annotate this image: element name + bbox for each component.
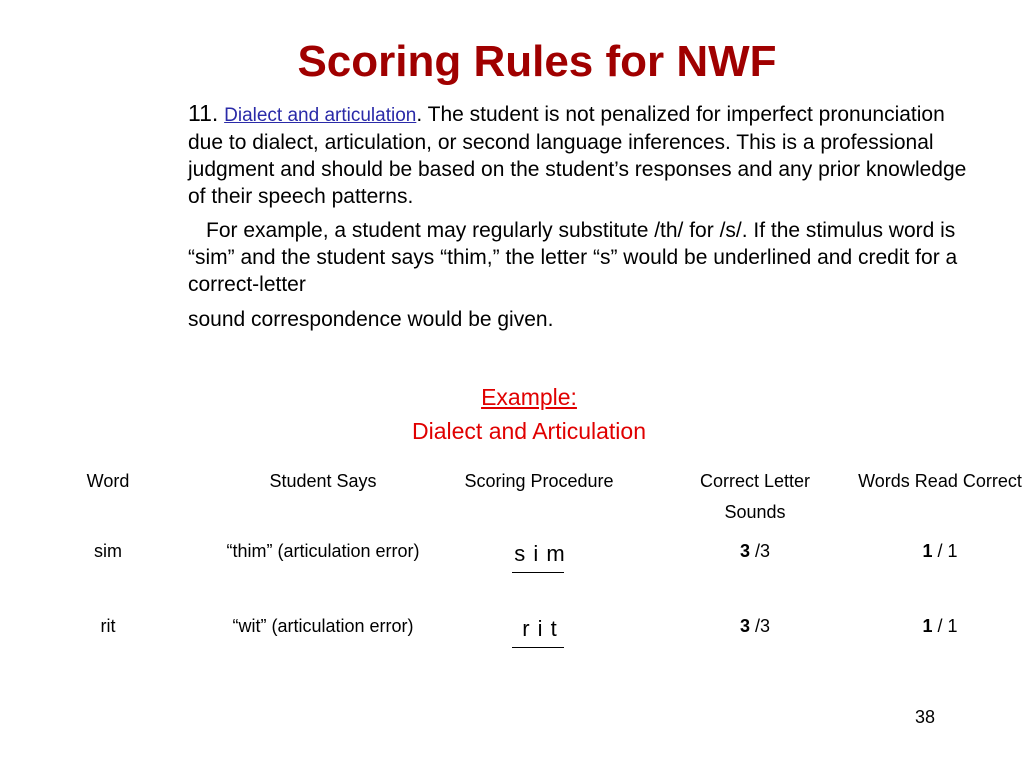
header-cls-line2: Sounds bbox=[724, 502, 786, 522]
table-row-1-wrc-bold: 1 bbox=[922, 541, 933, 561]
header-words-read-correct: Words Read Correct bbox=[858, 471, 1022, 491]
rule-text: . The student is not penalized for imperfect pronunciation due to dialect, articulation, or second language inferences. This is a professional judgment and should be based on the student’s responses and any prior knowledge of their speech patterns. bbox=[188, 103, 967, 208]
table-row-2-wrc-bold: 1 bbox=[922, 616, 933, 636]
table-row-2-underline bbox=[512, 647, 564, 648]
table-row-2-cls-rest: /3 bbox=[750, 616, 771, 636]
header-cls-line1: Correct Letter bbox=[699, 471, 811, 491]
header-scoring-procedure: Scoring Procedure bbox=[464, 471, 614, 491]
slide-title: Scoring Rules for NWF bbox=[297, 37, 777, 86]
rule-term-link[interactable]: Dialect and articulation bbox=[224, 105, 417, 126]
table-row-2-wrc bbox=[858, 613, 1022, 640]
example-paragraph: For example, a student may regularly substitute /th/ for /s/. If the stimulus word is “sim” and the student says “thim,” the letter “s” would be underlined and credit for a correct-letter bbox=[188, 219, 958, 296]
table-row-1-word: sim bbox=[94, 541, 122, 561]
table-row-1-cls bbox=[660, 538, 850, 565]
table-row-2-student-says: “wit” (articulation error) bbox=[232, 616, 414, 636]
rule-body bbox=[188, 100, 978, 333]
table-row-1-scoring: s i m bbox=[514, 541, 566, 566]
page-number: 38 bbox=[914, 707, 936, 727]
rule-number: 11. bbox=[188, 100, 219, 126]
table-row-1-student-says: “thim” (articulation error) bbox=[226, 541, 420, 561]
table-row-1-underline bbox=[512, 572, 564, 573]
table-row-1-cls-bold: 3 bbox=[739, 541, 750, 561]
table-row-2-cls-bold: 3 bbox=[739, 616, 750, 636]
header-correct-letter-sounds bbox=[660, 468, 850, 526]
header-student-says: Student Says bbox=[269, 471, 377, 491]
table-row-1-wrc-rest: / 1 bbox=[932, 541, 958, 561]
example-label: Example: bbox=[481, 384, 577, 410]
example-paragraph-end: sound correspondence would be given. bbox=[188, 308, 554, 331]
table-row-1-wrc bbox=[858, 538, 1022, 565]
header-word: Word bbox=[86, 471, 130, 491]
table-row-2-word: rit bbox=[100, 616, 116, 636]
table-row-2-cls bbox=[660, 613, 850, 640]
table-row-2-wrc-rest: / 1 bbox=[932, 616, 958, 636]
table-row-2-scoring: r i t bbox=[522, 616, 558, 641]
example-subtitle: Dialect and Articulation bbox=[412, 418, 646, 444]
example-heading bbox=[0, 380, 1024, 448]
table-row-1-cls-rest: /3 bbox=[750, 541, 771, 561]
rule-paragraph bbox=[188, 100, 978, 210]
